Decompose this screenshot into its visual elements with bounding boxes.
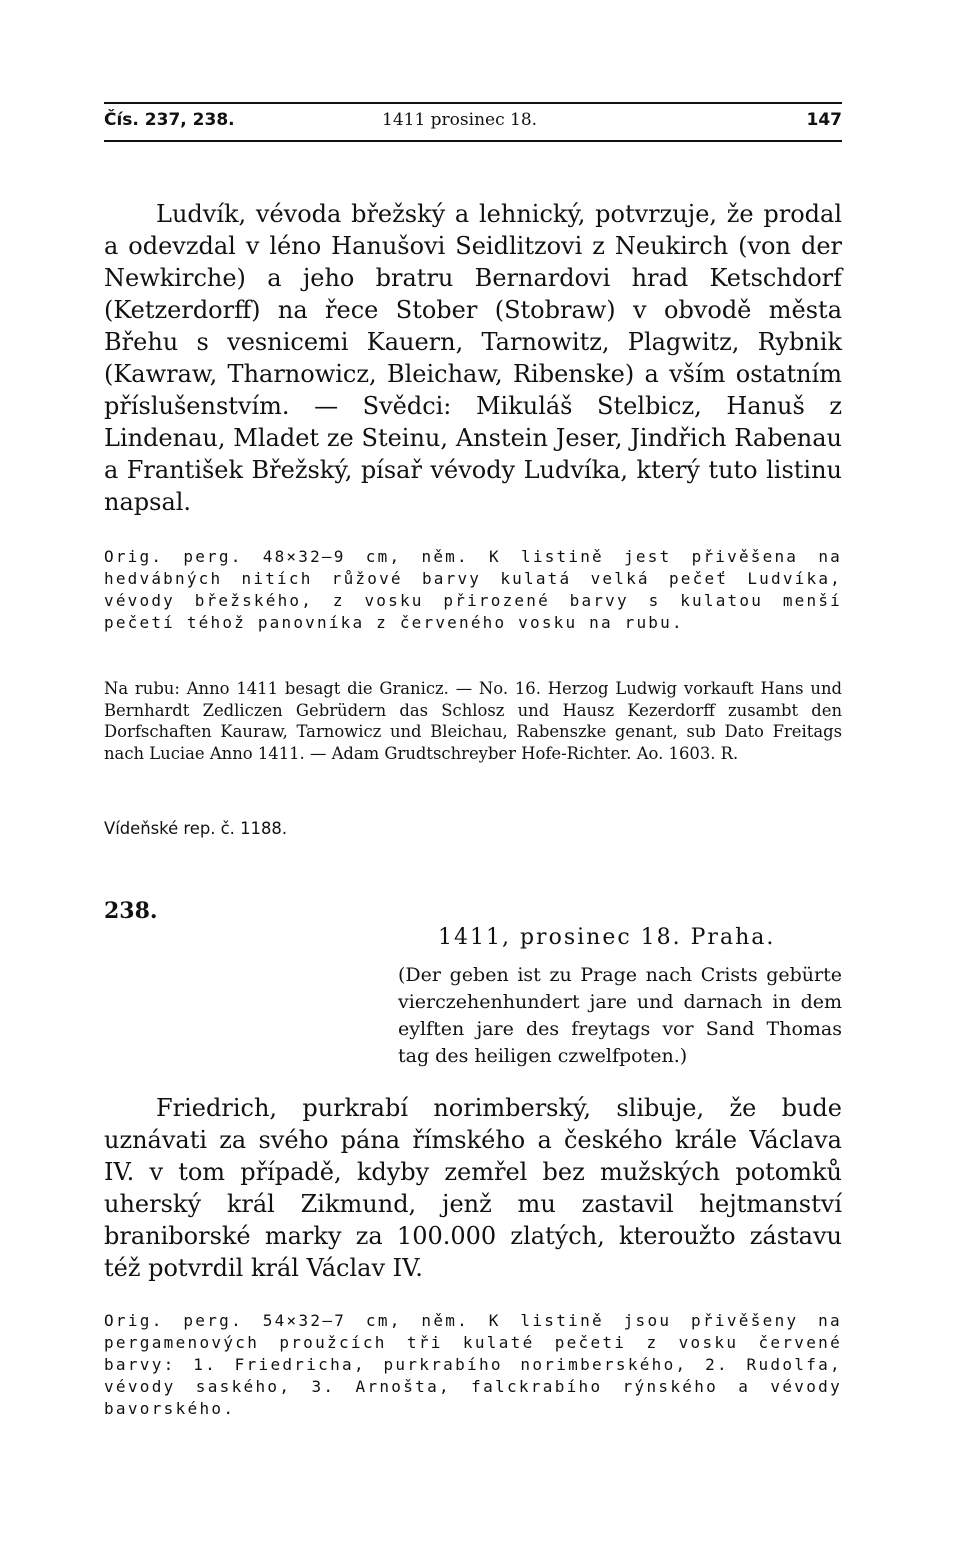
doc238-summary: Friedrich, purkrabí norimberský, slibuje, že bude uznávati za svého pána římského a českého krále Václava IV. v tom případě, kdyby zemřel bez mužských potomků uherský král Zikmund, jenž mu zastavil hejtmanství braniborské marky za 100.000 zlatých, kteroužto zástavu též potvrdil král Václav IV. xyxy=(104,1094,842,1282)
doc237-archive-ref: Vídeňské rep. č. 1188. xyxy=(104,819,288,838)
doc237-summary: Ludvík, vévoda břežský a lehnický, potvrzuje, že prodal a odevzdal v léno Hanušovi Seidlitzovi z Neukirch (von der Newkirche) a jeho bratru Bernardovi hrad Ketschdorf (Ketzerdorff) na řece Stober (Stobraw) v obvodě města Břehu s vesnicemi Kauern, Tarnowitz, Plagwitz, Rybnik (Kawraw, Tharnowicz, Bleichaw, Ribenske) a vším ostatním příslušenstvím. — Svědci: Mikuláš Stelbicz, Hanuš z Lindenau, Mladet ze Steinu, Anstein Jeser, Jindřich Rabenau a František Břežský, písař vévody Ludvíka, který tuto listinu napsal. xyxy=(104,200,842,516)
doc238-original-note: Orig. perg. 54×32—7 cm, něm. K listině jsou přivěšeny na pergamenových proužcích tři kulaté pečeti z vosku červené barvy: 1. Friedricha, purkrabího norimberského, 2. Rudolfa, vévody saského, 3. Arnošta, falckrabího rýnského a vévody bavorského. xyxy=(104,1311,842,1418)
header-doc-numbers: Čís. 237, 238. xyxy=(104,110,235,130)
page-number: 147 xyxy=(806,110,842,130)
doc237-original-note: Orig. perg. 48×32—9 cm, něm. K listině jest přivěšena na hedvábných nitích růžové barvy kulatá velká pečeť Ludvíka, vévody břežského, z vosku přirozené barvy s kulatou menší pečetí téhož panovníka z červeného vosku na rubu. xyxy=(104,547,842,632)
header-date: 1411 prosinec 18. xyxy=(382,110,538,130)
doc238-number: 238. xyxy=(104,898,158,924)
doc237-dorsal-note: Na rubu: Anno 1411 besagt die Granicz. — No. 16. Herzog Ludwig vorkauft Hans und Bernhardt Zedliczen Gebrüdern das Schlosz und Hausz Kezerdorff zusambt den Dorfschaften Kauraw, Tarnowicz und Bleichau, Rabenszke genant, sub Dato Freitags nach Luciae Anno 1411. — Adam Grudtschreyber Hofe-Richter. Ao. 1603. R. xyxy=(104,679,842,763)
running-header xyxy=(104,102,842,142)
doc238-quote: (Der geben ist zu Prage nach Crists gebürte vierczehenhundert jare und darnach in dem eylften jare des freytags vor Sand Thomas tag des heiligen czwelfpoten.) xyxy=(398,964,842,1067)
doc238-date-place: 1411, prosinec 18. Praha. xyxy=(438,925,776,950)
